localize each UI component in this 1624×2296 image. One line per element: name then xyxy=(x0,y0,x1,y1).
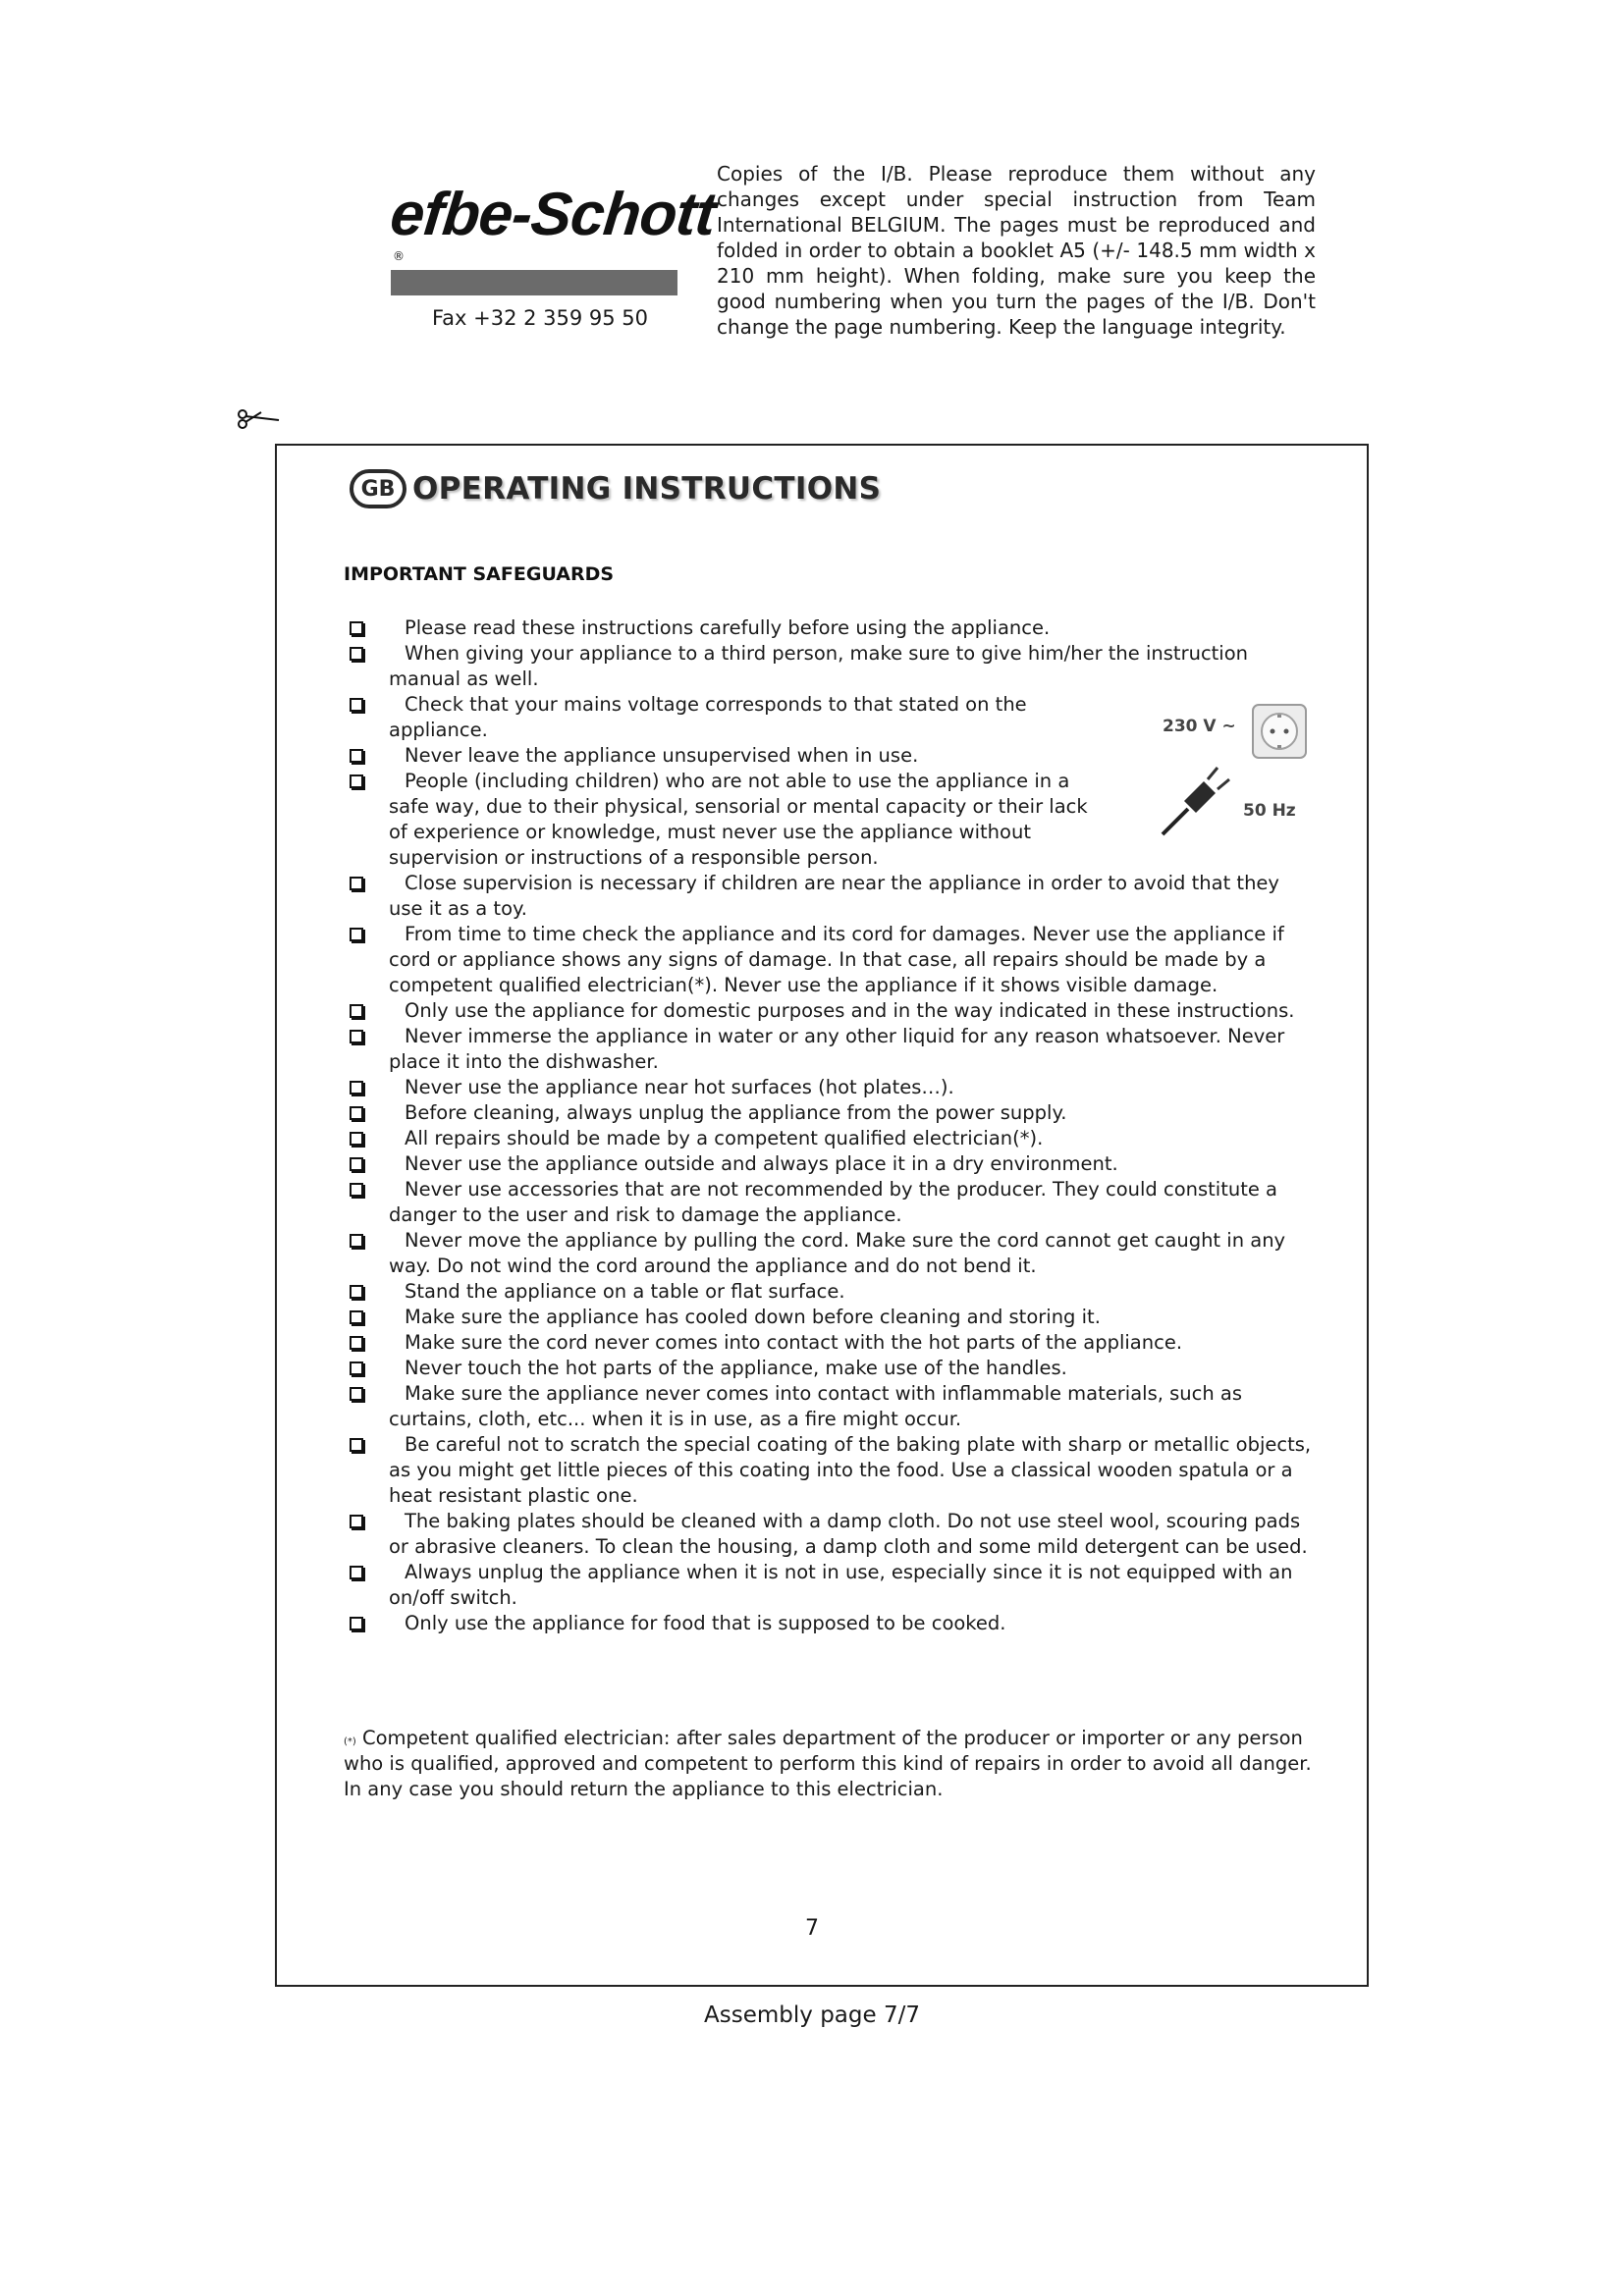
power-plug-icon xyxy=(1159,760,1237,838)
fax-number: Fax +32 2 359 95 50 xyxy=(432,306,649,330)
checkbox-bullet-icon xyxy=(350,698,363,712)
list-item: Always unplug the appliance when it is not in use, especially since it is not equipped with an on/off switch. xyxy=(344,1560,1316,1611)
voltage-label: 230 V ~ xyxy=(1163,717,1236,736)
assembly-label: Assembly page 7/7 xyxy=(704,2002,920,2028)
footnote-text: Competent qualified electrician: after sales department of the producer or importer or any person who is qualified, approved and competent to perform this kind of repairs in order to avoid all danger. In any case you should return the appliance to this electrician. xyxy=(344,1727,1312,1800)
checkbox-bullet-icon xyxy=(350,1310,363,1324)
checkbox-bullet-icon xyxy=(350,1566,363,1579)
list-item: Never use accessories that are not recommended by the producer. They could constitute a danger to the user and risk to damage the appliance. xyxy=(344,1177,1316,1228)
checkbox-bullet-icon xyxy=(350,1004,363,1018)
footnote-mark: (*) xyxy=(344,1736,356,1747)
list-item: Never use the appliance outside and always place it in a dry environment. xyxy=(344,1151,1316,1177)
checkbox-bullet-icon xyxy=(350,928,363,941)
scissors-icon xyxy=(236,406,281,432)
copies-notice: Copies of the I/B. Please reproduce them without any changes except under special instruction from Team International BELGIUM. The pages must be reproduced and folded in order to obtain a booklet A5 (+/- 148.5 mm width x 210 mm height). When folding, make sure you keep the good numbering when you turn the pages of the I/B. Don't change the page numbering. Keep the language integrity. xyxy=(717,162,1316,339)
page-title: OPERATING INSTRUCTIONS xyxy=(412,471,882,507)
brand-logo xyxy=(387,181,719,295)
checkbox-bullet-icon xyxy=(350,1362,363,1375)
checkbox-bullet-icon xyxy=(350,1157,363,1171)
checkbox-bullet-icon xyxy=(350,1106,363,1120)
checkbox-bullet-icon xyxy=(350,1285,363,1299)
list-item: Please read these instructions carefully before using the appliance. xyxy=(344,615,1316,641)
list-item: Never use the appliance near hot surfaces (hot plates…). xyxy=(344,1075,1316,1100)
section-title: IMPORTANT SAFEGUARDS xyxy=(344,563,615,585)
list-item: From time to time check the appliance and its cord for damages. Never use the appliance if cord or appliance shows any signs of damage. In that case, all repairs should be made by a competent qualified electrician(*). Never use the appliance if it shows visible damage. xyxy=(344,922,1316,998)
checkbox-bullet-icon xyxy=(350,749,363,763)
list-item: Stand the appliance on a table or flat surface. xyxy=(344,1279,1316,1305)
logo-bar xyxy=(391,270,677,295)
power-socket-icon xyxy=(1251,703,1308,760)
checkbox-bullet-icon xyxy=(350,1438,363,1452)
page-heading xyxy=(350,469,881,508)
checkbox-bullet-icon xyxy=(350,1234,363,1248)
checkbox-bullet-icon xyxy=(350,774,363,788)
list-item: Never immerse the appliance in water or any other liquid for any reason whatsoever. Never place it into the dishwasher. xyxy=(344,1024,1316,1075)
list-item: Never touch the hot parts of the appliance, make use of the handles. xyxy=(344,1356,1316,1381)
list-item: Make sure the appliance has cooled down before cleaning and storing it. xyxy=(344,1305,1316,1330)
checkbox-bullet-icon xyxy=(350,647,363,661)
list-item: Never move the appliance by pulling the cord. Make sure the cord cannot get caught in any way. Do not wind the cord around the appliance and do not bend it. xyxy=(344,1228,1316,1279)
checkbox-bullet-icon xyxy=(350,1132,363,1146)
checkbox-bullet-icon xyxy=(350,1030,363,1043)
list-item: People (including children) who are not able to use the appliance in a safe way, due to their physical, sensorial or mental capacity or their lack of experience or knowledge, must never use the appliance without supervision or instructions of a responsible person. xyxy=(344,769,1316,871)
voltage-illustration xyxy=(1149,703,1321,840)
checkbox-bullet-icon xyxy=(350,1336,363,1350)
checkbox-bullet-icon xyxy=(350,621,363,635)
registered-mark: ® xyxy=(393,249,405,263)
checkbox-bullet-icon xyxy=(350,1081,363,1095)
checkbox-bullet-icon xyxy=(350,1183,363,1197)
checkbox-bullet-icon xyxy=(350,1617,363,1630)
list-item: When giving your appliance to a third person, make sure to give him/her the instruction manual as well. xyxy=(344,641,1316,692)
checkbox-bullet-icon xyxy=(350,1515,363,1528)
footnote xyxy=(344,1726,1316,1802)
list-item: Close supervision is necessary if children are near the appliance in order to avoid that they use it as a toy. xyxy=(344,871,1316,922)
language-badge: GB xyxy=(350,469,406,508)
checkbox-bullet-icon xyxy=(350,877,363,890)
list-item: Check that your mains voltage corresponds to that stated on the appliance. xyxy=(344,692,1316,743)
list-item: The baking plates should be cleaned with a damp cloth. Do not use steel wool, scouring pads or abrasive cleaners. To clean the housing, a damp cloth and some mild detergent can be used. xyxy=(344,1509,1316,1560)
list-item: Make sure the appliance never comes into contact with inflammable materials, such as curtains, cloth, etc... when it is in use, as a fire might occur. xyxy=(344,1381,1316,1432)
list-item: Never leave the appliance unsupervised when in use. xyxy=(344,743,1316,769)
frequency-label: 50 Hz xyxy=(1243,801,1296,821)
logo-wordmark: efbe-Schott xyxy=(387,181,719,248)
list-item: Only use the appliance for food that is supposed to be cooked. xyxy=(344,1611,1316,1636)
checkbox-bullet-icon xyxy=(350,1387,363,1401)
list-item: Only use the appliance for domestic purposes and in the way indicated in these instructions. xyxy=(344,998,1316,1024)
list-item: Be careful not to scratch the special coating of the baking plate with sharp or metallic objects, as you might get little pieces of this coating into the food. Use a classical wooden spatula or a heat resistant plastic one. xyxy=(344,1432,1316,1509)
list-item: Make sure the cord never comes into contact with the hot parts of the appliance. xyxy=(344,1330,1316,1356)
page-number: 7 xyxy=(805,1916,819,1941)
list-item: Before cleaning, always unplug the appliance from the power supply. xyxy=(344,1100,1316,1126)
list-item: All repairs should be made by a competent qualified electrician(*). xyxy=(344,1126,1316,1151)
